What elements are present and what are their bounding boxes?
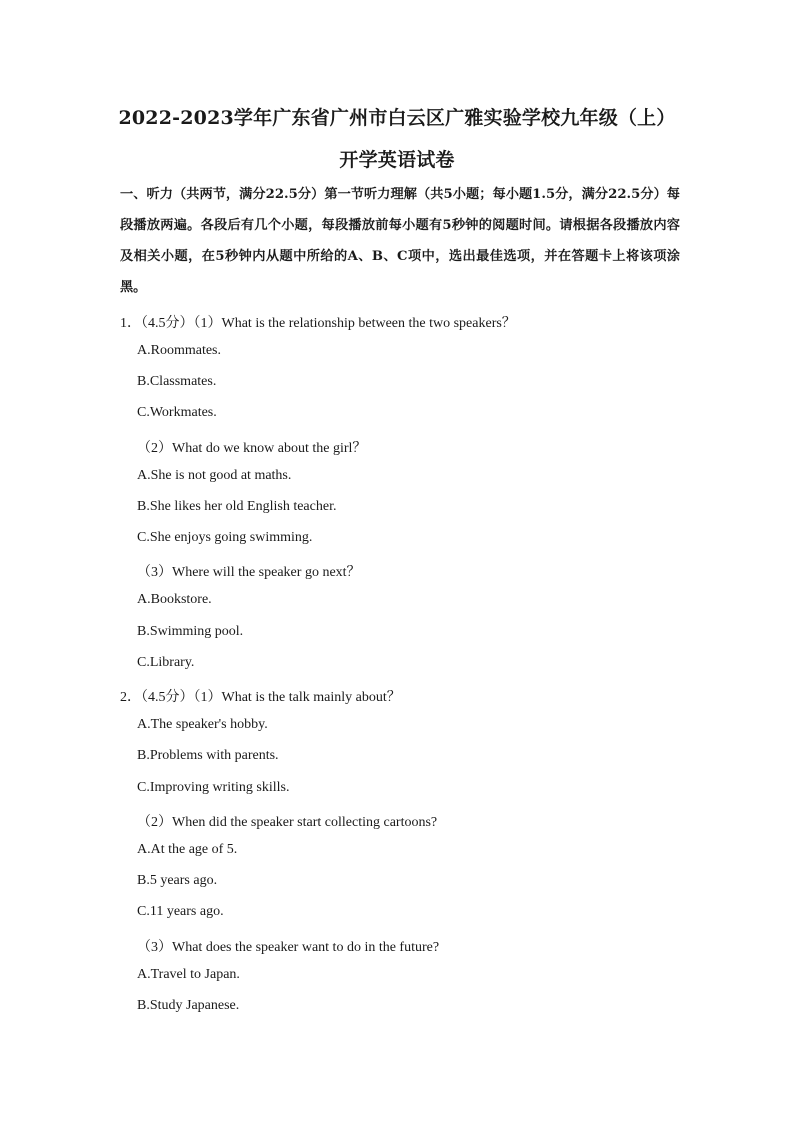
q1-2-option-c: C.She enjoys going swimming. <box>137 530 313 545</box>
q1-3-option-a: A.Bookstore. <box>137 592 212 607</box>
question-2-header: 2．（4.5分）（1）What is the talk mainly about？ <box>120 690 401 705</box>
q1-3-option-c: C.Library. <box>137 655 195 670</box>
q2-3-option-b: B.Study Japanese. <box>137 998 240 1013</box>
q1-sub-question-3: （3）Where will the speaker go next？ <box>137 565 361 580</box>
q1-sub-question-2: （2）What do we know about the girl？ <box>137 441 367 456</box>
q2-3-option-a: A.Travel to Japan. <box>137 967 240 982</box>
exam-title-line1: 2022-2023学年广东省广州市白云区广雅实验学校九年级（上） <box>118 107 676 129</box>
q2-1-option-b: B.Problems with parents. <box>137 748 279 763</box>
q1-1-option-a: A.Roommates. <box>137 343 221 358</box>
question-1-header: 1．（4.5分）（1）What is the relationship between the two speakers？ <box>120 316 516 331</box>
q1-2-option-a: A.She is not good at maths. <box>137 468 292 483</box>
exam-title-line2: 开学英语试卷 <box>339 149 455 171</box>
q2-2-option-a: A.At the age of 5. <box>137 842 238 857</box>
q2-2-option-b: B.5 years ago. <box>137 873 218 888</box>
q1-1-option-c: C.Workmates. <box>137 405 217 420</box>
listening-instructions: 一、听力（共两节，满分22.5分）第一节听力理解（共5小题；每小题1.5分，满分22.5分）每段播放两遍。各段后有几个小题，每段播放前每小题有5秒钟的阅题时间。请根据各段播放内容及相关小题，在5秒钟内从题中所给的A、B、C项中，选出最佳选项，并在答题卡上将该项涂黑。 <box>120 187 680 295</box>
q2-2-option-c: C.11 years ago. <box>137 904 224 919</box>
q2-1-option-a: A.The speaker's hobby. <box>137 717 268 732</box>
q1-2-option-b: B.She likes her old English teacher. <box>137 499 337 514</box>
q2-1-option-c: C.Improving writing skills. <box>137 780 290 795</box>
q2-sub-question-2: （2）When did the speaker start collecting cartoons? <box>137 815 438 830</box>
q1-3-option-b: B.Swimming pool. <box>137 624 244 639</box>
q2-sub-question-3: （3）What does the speaker want to do in the future? <box>137 940 440 955</box>
q1-1-option-b: B.Classmates. <box>137 374 217 389</box>
